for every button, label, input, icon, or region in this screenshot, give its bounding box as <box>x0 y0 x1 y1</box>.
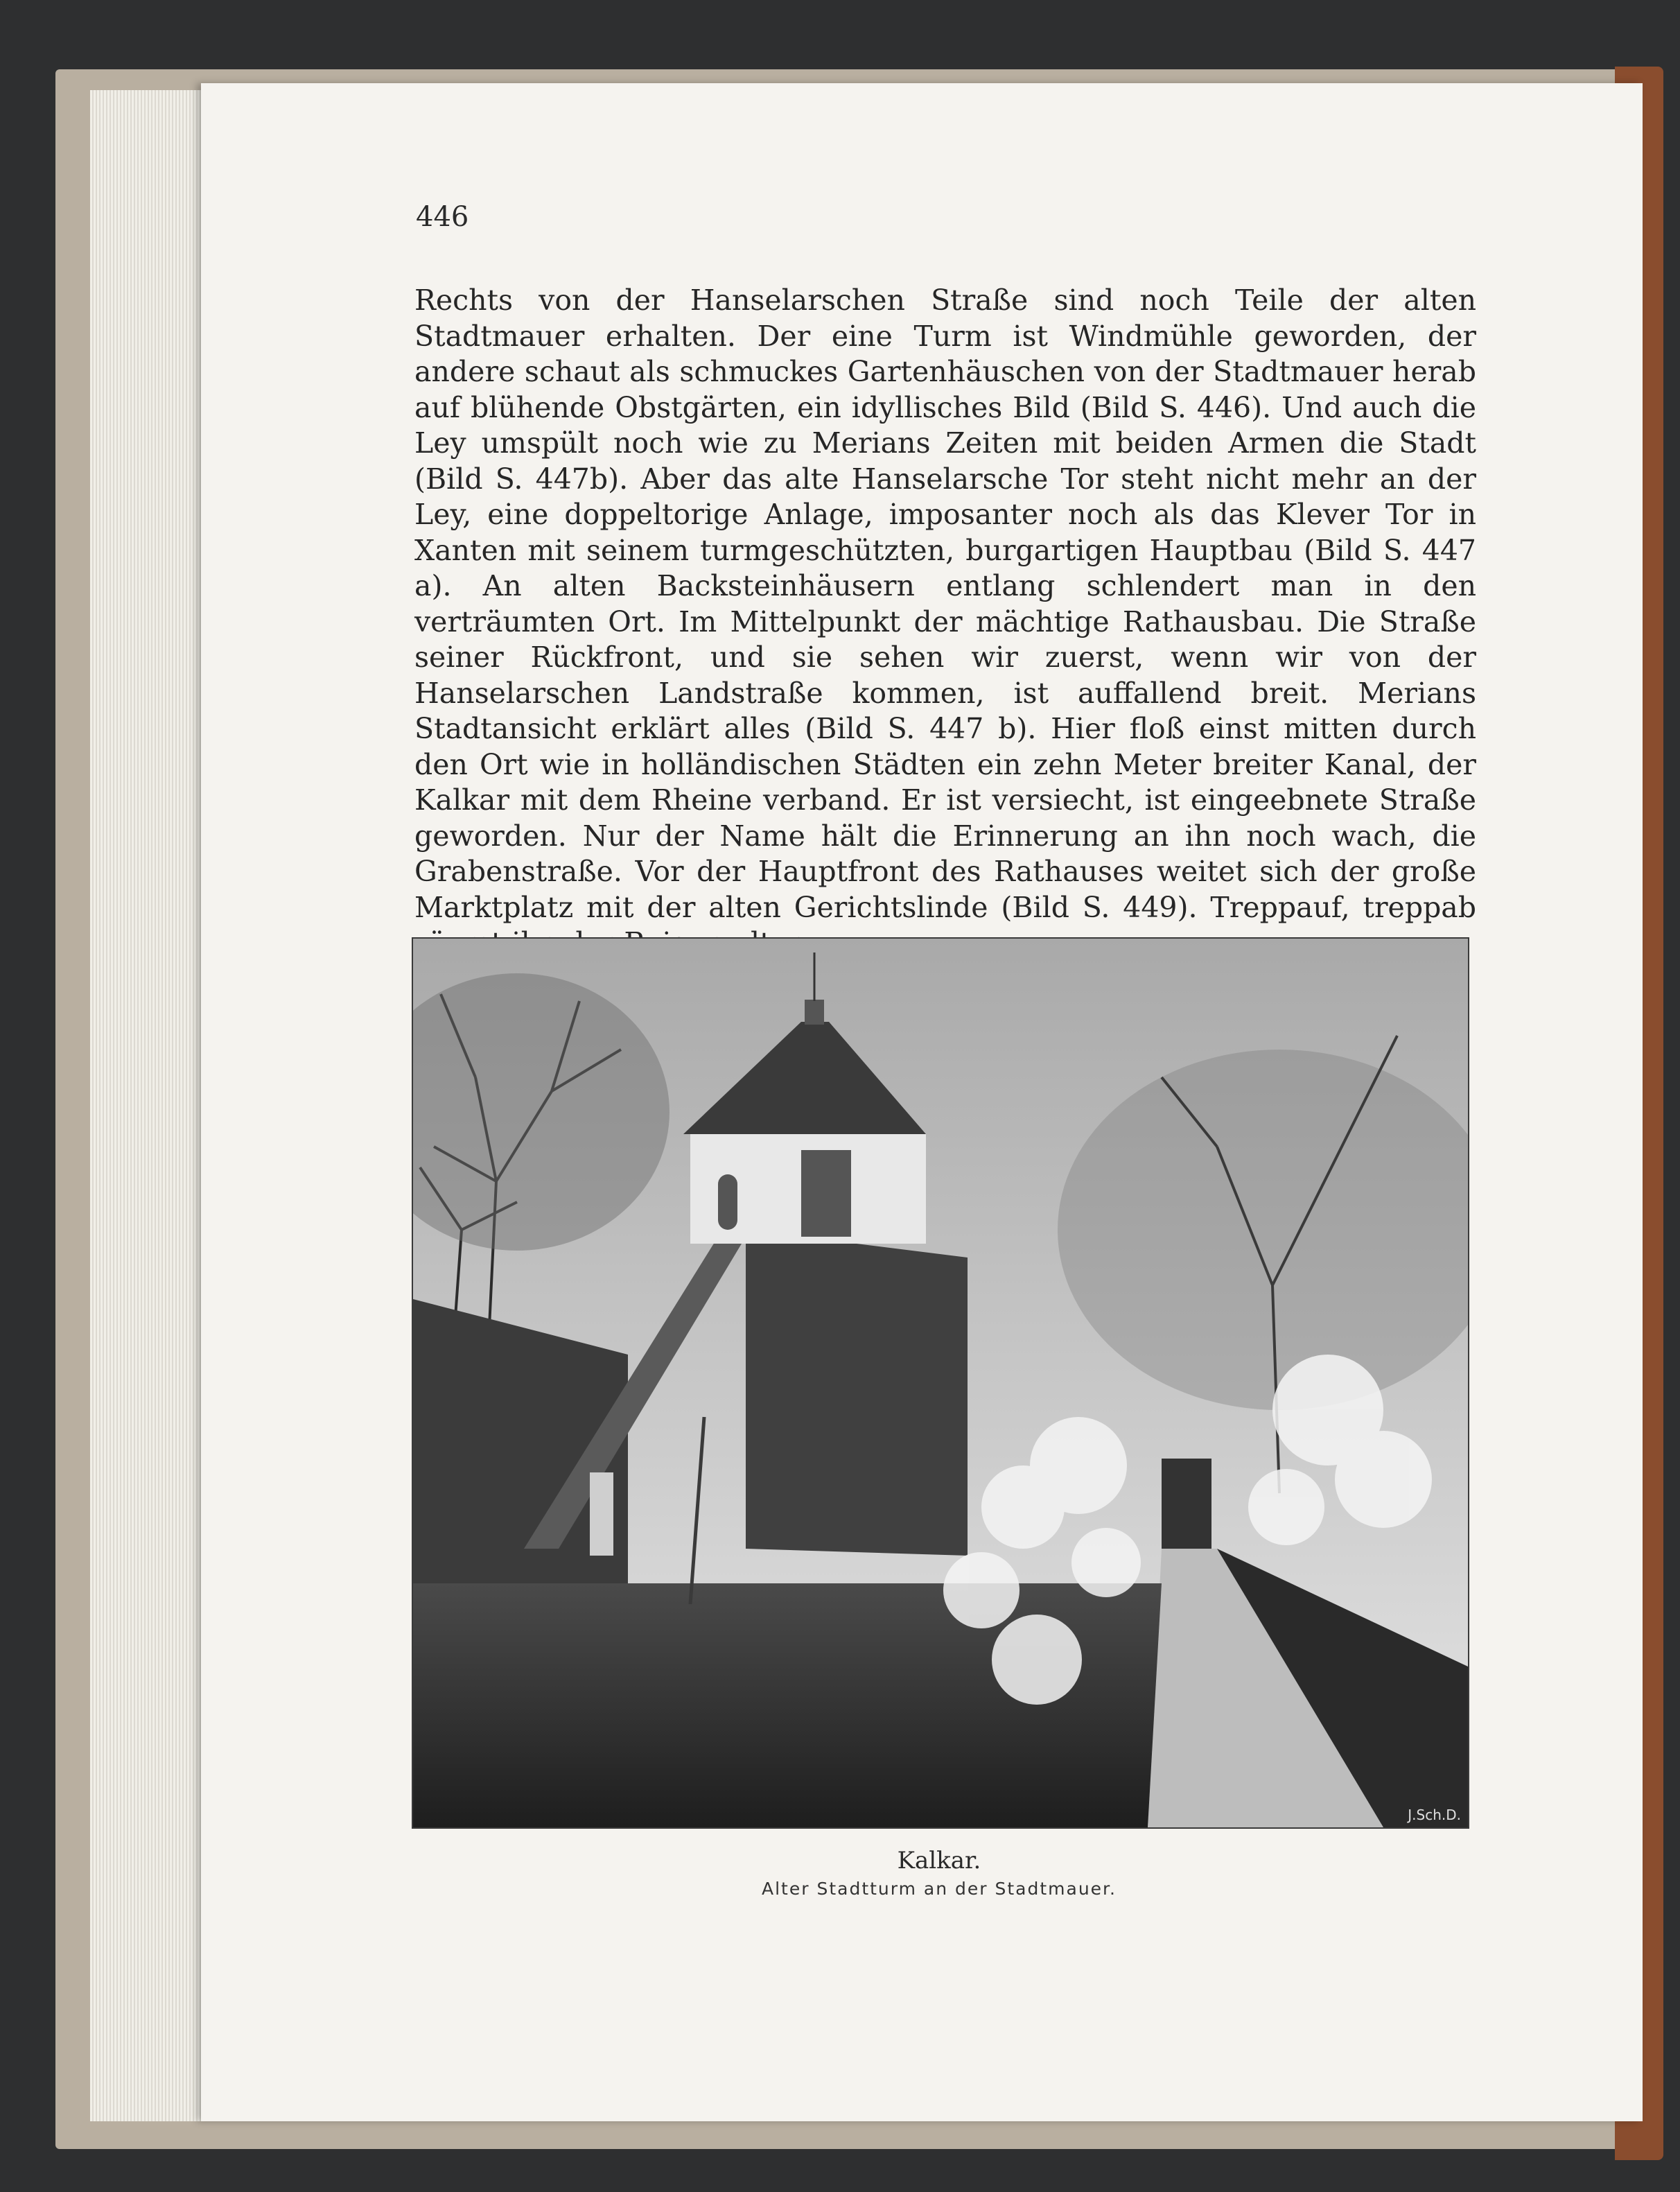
caption-subtitle: Alter Stadtturm an der Stadtmauer. <box>762 1879 1117 1899</box>
page-number: 446 <box>416 201 469 233</box>
caption <box>412 0 1467 2192</box>
body-paragraph: Rechts von der Hanselarschen Straße sind noch Teile der alten Stadtmauer erhalten. Der eine Turm ist Windmühle geworden, der andere schaut als schmuckes Gartenhäuschen von der Stadtmauer herab auf blühende Obstgärten, ein idyllisches Bild (Bild S. 446). Und auch die Ley umspült noch wie zu Merians Zeiten mit beiden Armen die Stadt (Bild S. 447b). Aber das alte Hanselarsche Tor steht nicht mehr an der Ley, eine doppeltorige Anlage, imposanter noch als das Klever Tor in Xanten mit seinem turmgeschützten, burgartigen Hauptbau (Bild S. 447 a). An alten Backsteinhäusern entlang schlendert man in den verträumten Ort. Im Mittelpunkt der mächtige Rathausbau. Die Straße seiner Rückfront, und sie sehen wir zuerst, wenn wir von der Hanselarschen Landstraße kommen, ist auffallend breit. Merians Stadtansicht erklärt alles (Bild S. 447 b). Hier floß einst mitten durch den Ort wie in holländischen Städten ein zehn Meter breiter Kanal, der Kalkar mit dem Rheine verband. Er ist versiecht, ist eingeebnete Straße geworden. Nur der Name hält die Erinnerung an ihn noch wach, die Grabenstraße. Vor der Hauptfront des Rathauses weitet sich der große Marktplatz mit der alten Gerichtslinde (Bild S. 449). Treppauf, treppab <box>414 284 1476 924</box>
caption-title: Kalkar. <box>897 1847 981 1874</box>
page-edges <box>90 90 215 2121</box>
photo-signature: J.Sch.D. <box>1408 1807 1461 1823</box>
